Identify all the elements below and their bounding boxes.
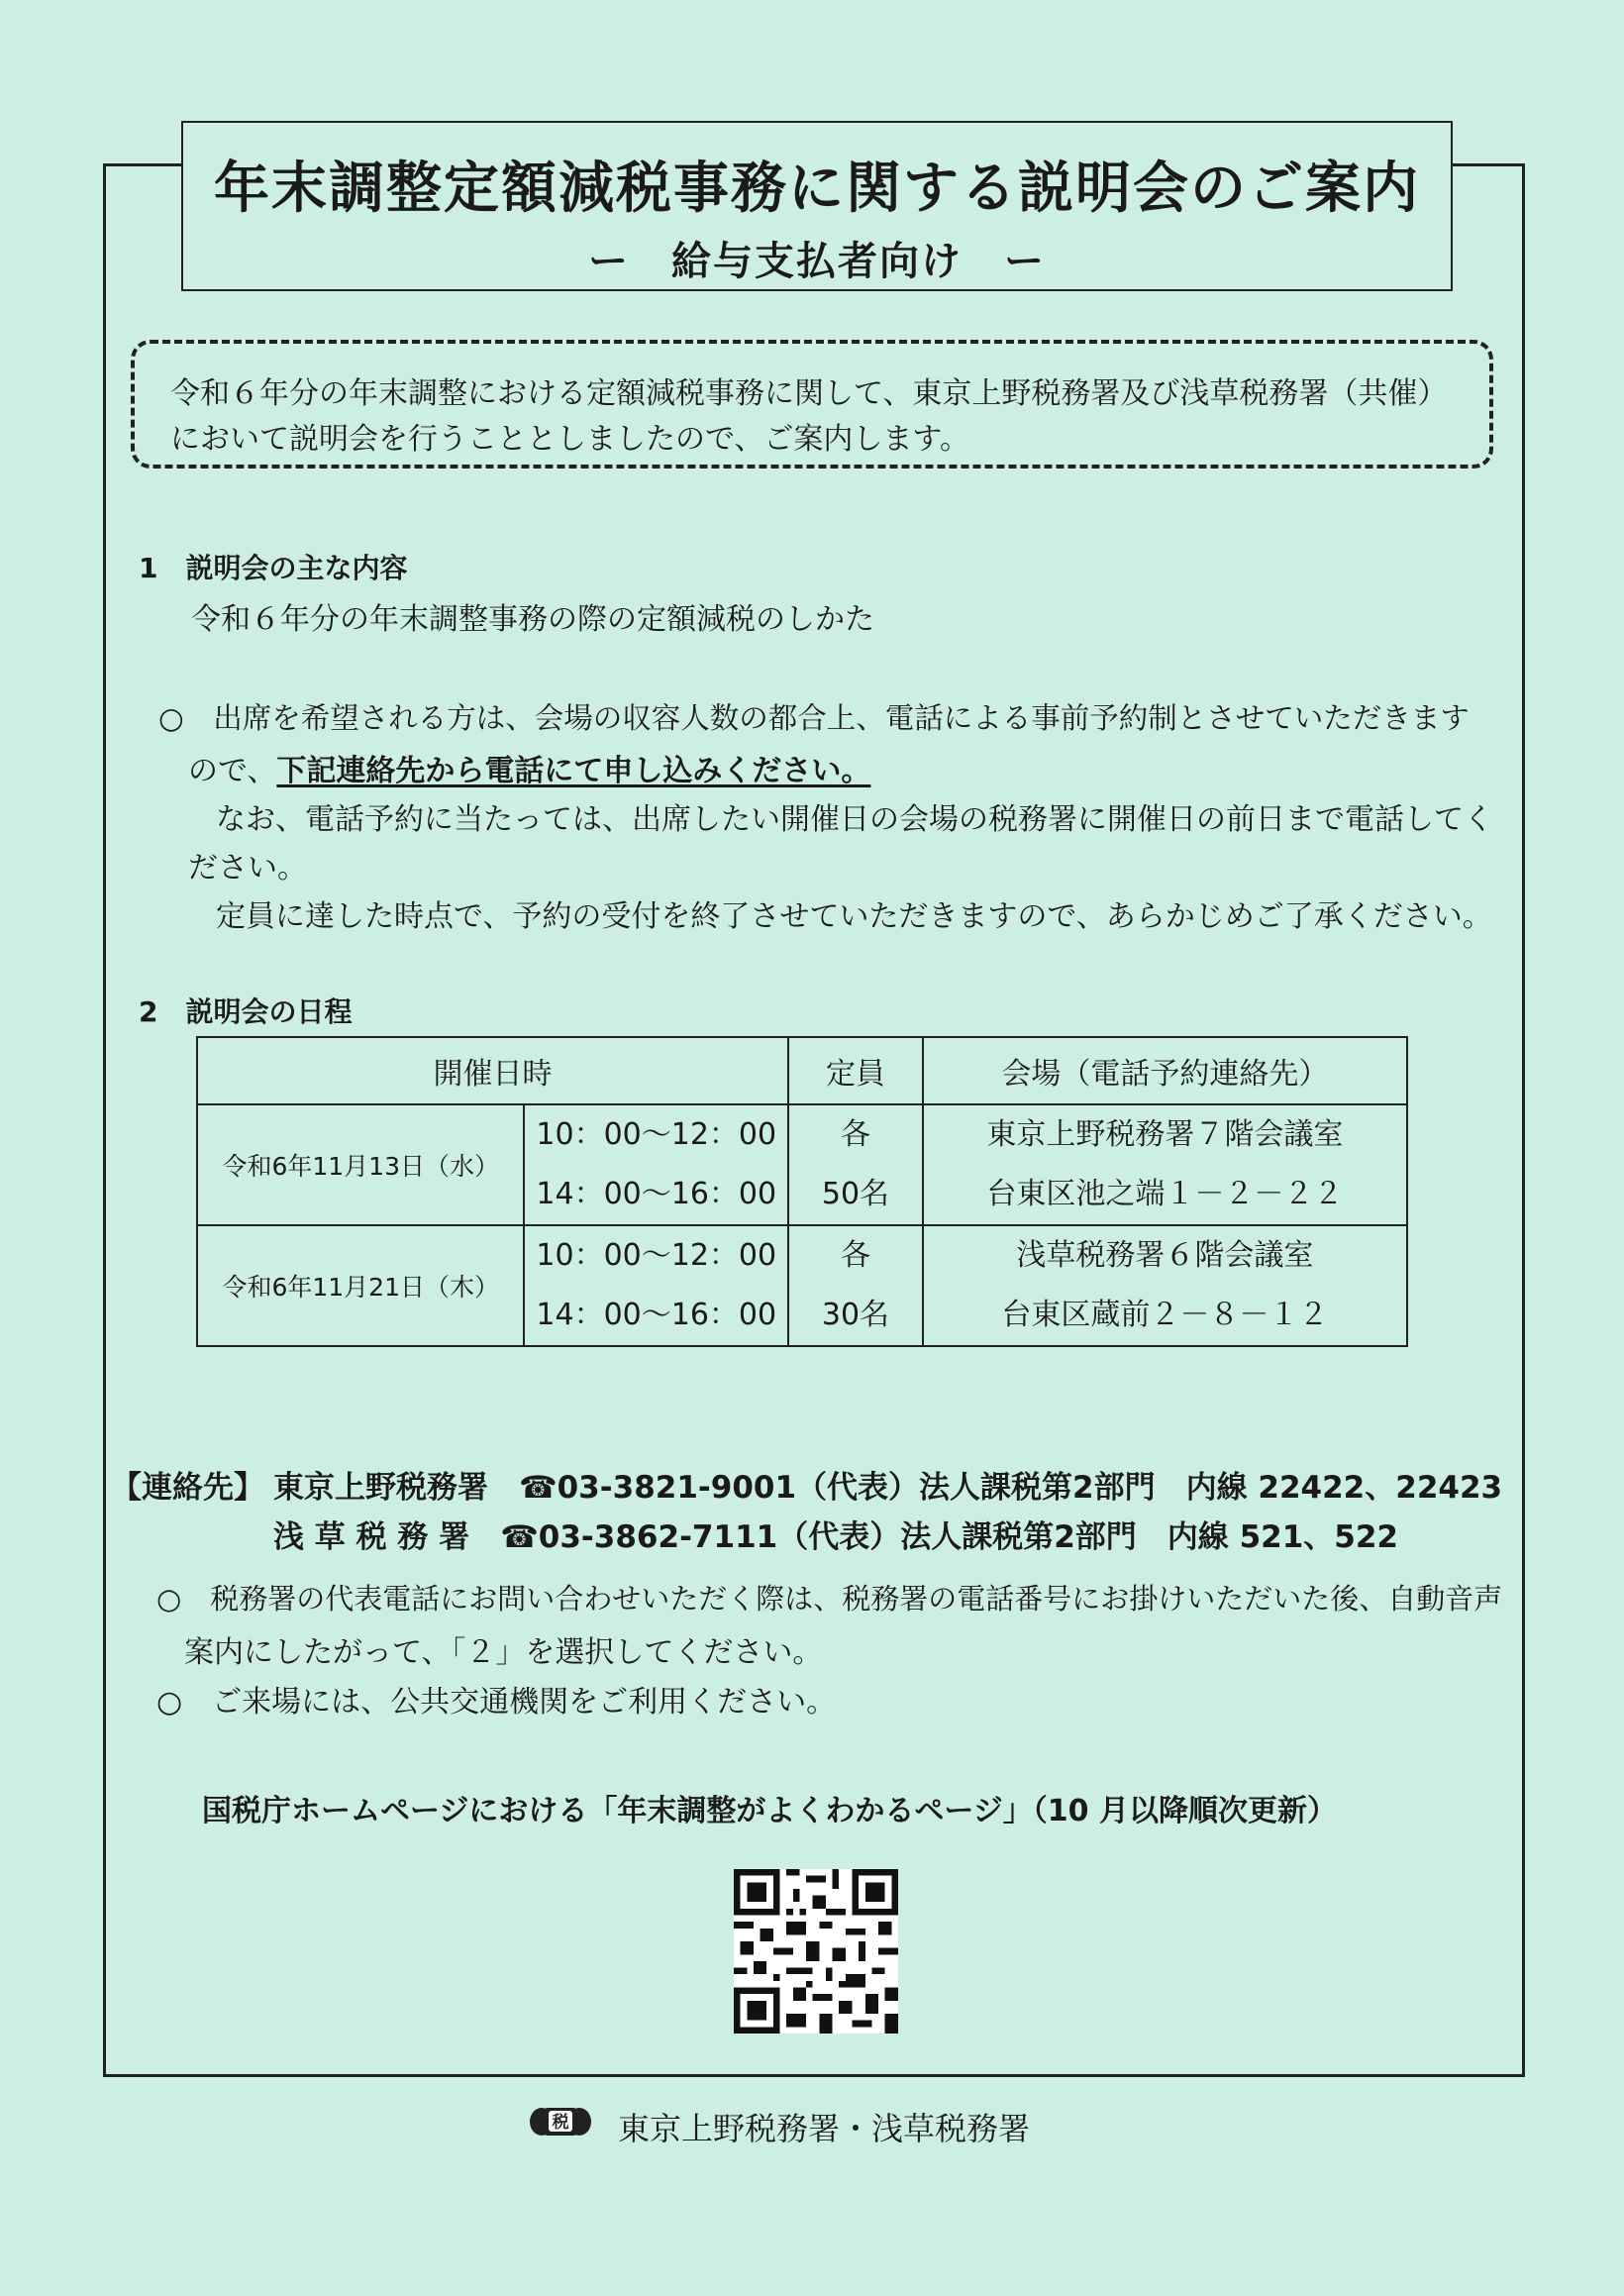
row2-times: 10：00～12：00 14：00～16：00 [524, 1225, 788, 1346]
contact-label: 【連絡先】 [111, 1470, 264, 1506]
page-title: 年末調整定額減税事務に関する説明会のご案内 [214, 157, 1420, 221]
nta-link-text[interactable]: 国税庁ホームページにおける「年末調整がよくわかるページ」（10 月以降順次更新） [202, 1794, 1337, 1828]
row1-times: 10：00～12：00 14：00～16：00 [524, 1104, 788, 1225]
note2: ○ ご来場には、公共交通機関をご利用ください。 [156, 1685, 837, 1720]
notice-line3: なお、電話予約に当たっては、出席したい開催日の会場の税務署に開催日の前日まで電話してく [216, 802, 1493, 837]
title-box [181, 121, 1453, 291]
row1-date: 令和6年11月13日（水） [197, 1104, 524, 1225]
notice-line1: ○ 出席を希望される方は、会場の収容人数の都合上、電話による事前予約制とさせていただきます [158, 701, 1470, 735]
svg-text:税: 税 [552, 2113, 569, 2133]
section2-heading: 2 説明会の日程 [139, 995, 353, 1028]
note1-line1: ○ 税務署の代表電話にお問い合わせいただく際は、税務署の電話番号にお掛けいただいた後、自動音声 [156, 1582, 1503, 1616]
page-subtitle: ー 給与支払者向け ー [588, 239, 1046, 284]
header-venue: 会場（電話予約連絡先） [923, 1037, 1407, 1104]
note1-line2: 案内にしたがって、「２」を選択してください。 [184, 1635, 823, 1670]
contact-line2: 浅 草 税 務 署 ☎03-3862-7111（代表）法人課税第2部門 内線 521、522 [273, 1519, 1398, 1555]
footer-office-name: 東京上野税務署・浅草税務署 [618, 2110, 1031, 2147]
notice-line2: ので、下記連絡先から電話にて申し込みください。 [188, 754, 871, 788]
table-row [197, 1104, 1407, 1225]
section1-content: 令和６年分の年末調整事務の際の定額減税のしかた [191, 602, 874, 637]
row1-venue: 東京上野税務署７階会議室 台東区池之端１－２－２２ [923, 1104, 1407, 1225]
schedule-table [196, 1036, 1408, 1347]
row2-venue: 浅草税務署６階会議室 台東区蔵前２－８－１２ [923, 1225, 1407, 1346]
row1-capacity: 各 50名 [788, 1104, 923, 1225]
row2-date: 令和6年11月21日（木） [197, 1225, 524, 1346]
intro-box [131, 340, 1493, 469]
qr-code-icon[interactable] [734, 1869, 898, 2034]
section1-heading: 1 説明会の主な内容 [139, 552, 408, 584]
contact-line1: 東京上野税務署 ☎03-3821-9001（代表）法人課税第2部門 内線 22422、22423 [273, 1470, 1503, 1506]
table-row [197, 1225, 1407, 1346]
tax-office-logo-icon [528, 2102, 593, 2141]
row2-capacity: 各 30名 [788, 1225, 923, 1346]
header-datetime: 開催日時 [197, 1037, 788, 1104]
notice-line4: ださい。 [188, 851, 307, 886]
notice-underlined: 下記連絡先から電話にて申し込みください。 [276, 754, 871, 788]
notice-line5: 定員に達した時点で、予約の受付を終了させていただきますので、あらかじめご了承ください。 [216, 899, 1492, 934]
intro-text: 令和６年分の年末調整における定額減税事務に関して、東京上野税務署及び浅草税務署（共催）において説明会を行うこととしましたので、ご案内します。 [170, 376, 1448, 457]
header-capacity: 定員 [788, 1037, 923, 1104]
table-header-row [197, 1037, 1407, 1104]
